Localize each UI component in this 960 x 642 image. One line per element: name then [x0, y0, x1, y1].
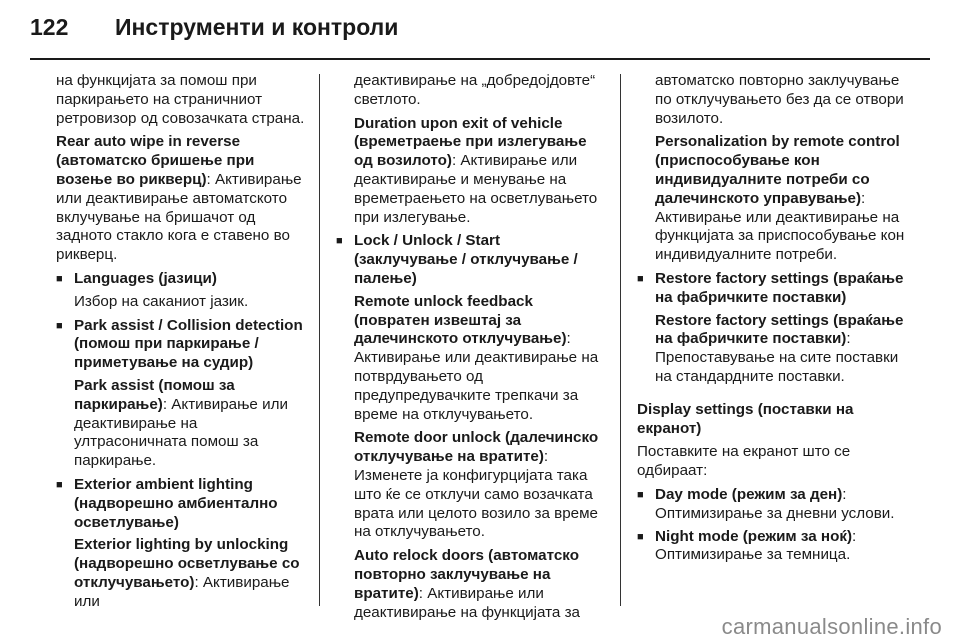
day-mode-item — [637, 486, 905, 524]
ambient-item: ■ Exterior ambient lighting (надворешно амбиентално осветлување) — [56, 476, 306, 532]
park-assist-item: ■ Park assist / Collision detection (помош при паркирање / приметување на судир) — [56, 317, 306, 373]
auto-relock-text: : Активирање или деактивирање на функцијата за — [354, 584, 580, 621]
day-mode-text: : Оптимизирање за дневни услови. — [655, 485, 895, 522]
ambient-entry — [56, 536, 306, 611]
column-2 — [336, 72, 604, 627]
auto-relock-entry — [336, 547, 604, 622]
paragraph: деактивирање на „добредојдовте“ светлото. — [354, 72, 596, 108]
night-mode-title: Night mode (режим за ноќ) — [655, 527, 853, 545]
duration-text: : Активирање или деактивирање и менување на времетраењето на осветлувањето при излегување. — [354, 152, 598, 226]
duration-title: Duration upon exit of vehicle (времетраење при излегување од возилото) — [354, 114, 587, 170]
restore-sub-title: Restore factory settings (враќање на фабричките поставки) — [655, 311, 904, 348]
column-divider — [620, 74, 621, 606]
remote-door-entry — [336, 429, 604, 542]
restore-item: ■ Restore factory settings (враќање на фабричките поставки) — [637, 270, 905, 308]
personalization-text: : Активирање или деактивирање на функцијата за приспособување кон индивидуалните потреби. — [655, 189, 905, 264]
rear-wipe-entry — [56, 133, 306, 265]
restore-entry — [637, 312, 905, 387]
duration-entry — [336, 115, 604, 228]
display-settings-heading: Display settings (поставки на екранот) — [637, 400, 854, 437]
paragraph: автоматско повторно заклучување по отклучувањето без да се отвори возилото. — [655, 72, 904, 127]
display-settings-text: Поставките на екранот што се одбираат: — [637, 443, 851, 480]
column-1 — [56, 72, 306, 617]
rear-wipe-title: Rear auto wipe in reverse (автоматско бришење при возење во рикверц) — [56, 133, 255, 188]
column-3 — [637, 72, 905, 569]
restore-sub-text: : Препоставување на сите поставки на стандардните поставки. — [655, 330, 899, 385]
paragraph: на функцијата за помош при паркирањето на страничниот ретровизор од совозачката страна. — [56, 72, 305, 127]
page-number: 122 — [30, 14, 69, 40]
remote-feedback-title: Remote unlock feedback (повратен извештај за далечинското отклучување) — [354, 292, 567, 348]
remote-door-text: : Изменете ја конфигурцијата така што ќе се отклучи само возачката врата или целото возило за време на отклучувањето. — [354, 448, 598, 541]
page-header — [30, 14, 398, 54]
auto-relock-title: Auto relock doors (автоматско повторно заклучување на вратите) — [354, 547, 579, 602]
personalization-entry — [637, 133, 905, 265]
watermark: carmanualsonline.info — [721, 614, 942, 639]
languages-text: Избор на саканиот јазик. — [74, 292, 249, 310]
ambient-sub-title: Exterior lighting by unlocking (надворешно осветлување со отклучувањето) — [74, 536, 300, 591]
night-mode-text: : Оптимизирање за темница. — [655, 527, 857, 564]
lock-item: ■ Lock / Unlock / Start (заклучување / отклучување / палење) — [336, 232, 604, 288]
header-divider — [30, 58, 930, 60]
rear-wipe-text: : Активирање или деактивирање автоматското вклучување на бришачот од задното стакло кога е ставено во рикверц. — [56, 170, 302, 264]
personalization-title: Personalization by remote control (приспособување кон индивидуалните потреби со далечинското управување) — [655, 133, 900, 207]
day-mode-title: Day mode (режим за ден) — [655, 485, 843, 503]
page-title: Инструменти и контроли — [115, 14, 399, 40]
park-assist-sub-text: : Активирање или деактивирање на ултрасоничната помош за паркирање. — [74, 395, 288, 470]
remote-feedback-entry — [336, 293, 604, 425]
park-assist-sub-title: Park assist (помош за паркирање) — [74, 376, 235, 413]
ambient-sub-text: : Активирање или — [74, 573, 290, 610]
column-divider — [319, 74, 320, 606]
night-mode-item — [637, 528, 905, 566]
languages-item: ■ Languages (јазици) — [56, 270, 306, 289]
remote-door-title: Remote door unlock (далечинско отклучување на вратите) — [354, 429, 599, 466]
remote-feedback-text: : Активирање или деактивирање на потврдувањето од предупредувачките трепкачи за време на отклучувањето. — [354, 330, 599, 423]
park-assist-entry — [56, 377, 306, 471]
